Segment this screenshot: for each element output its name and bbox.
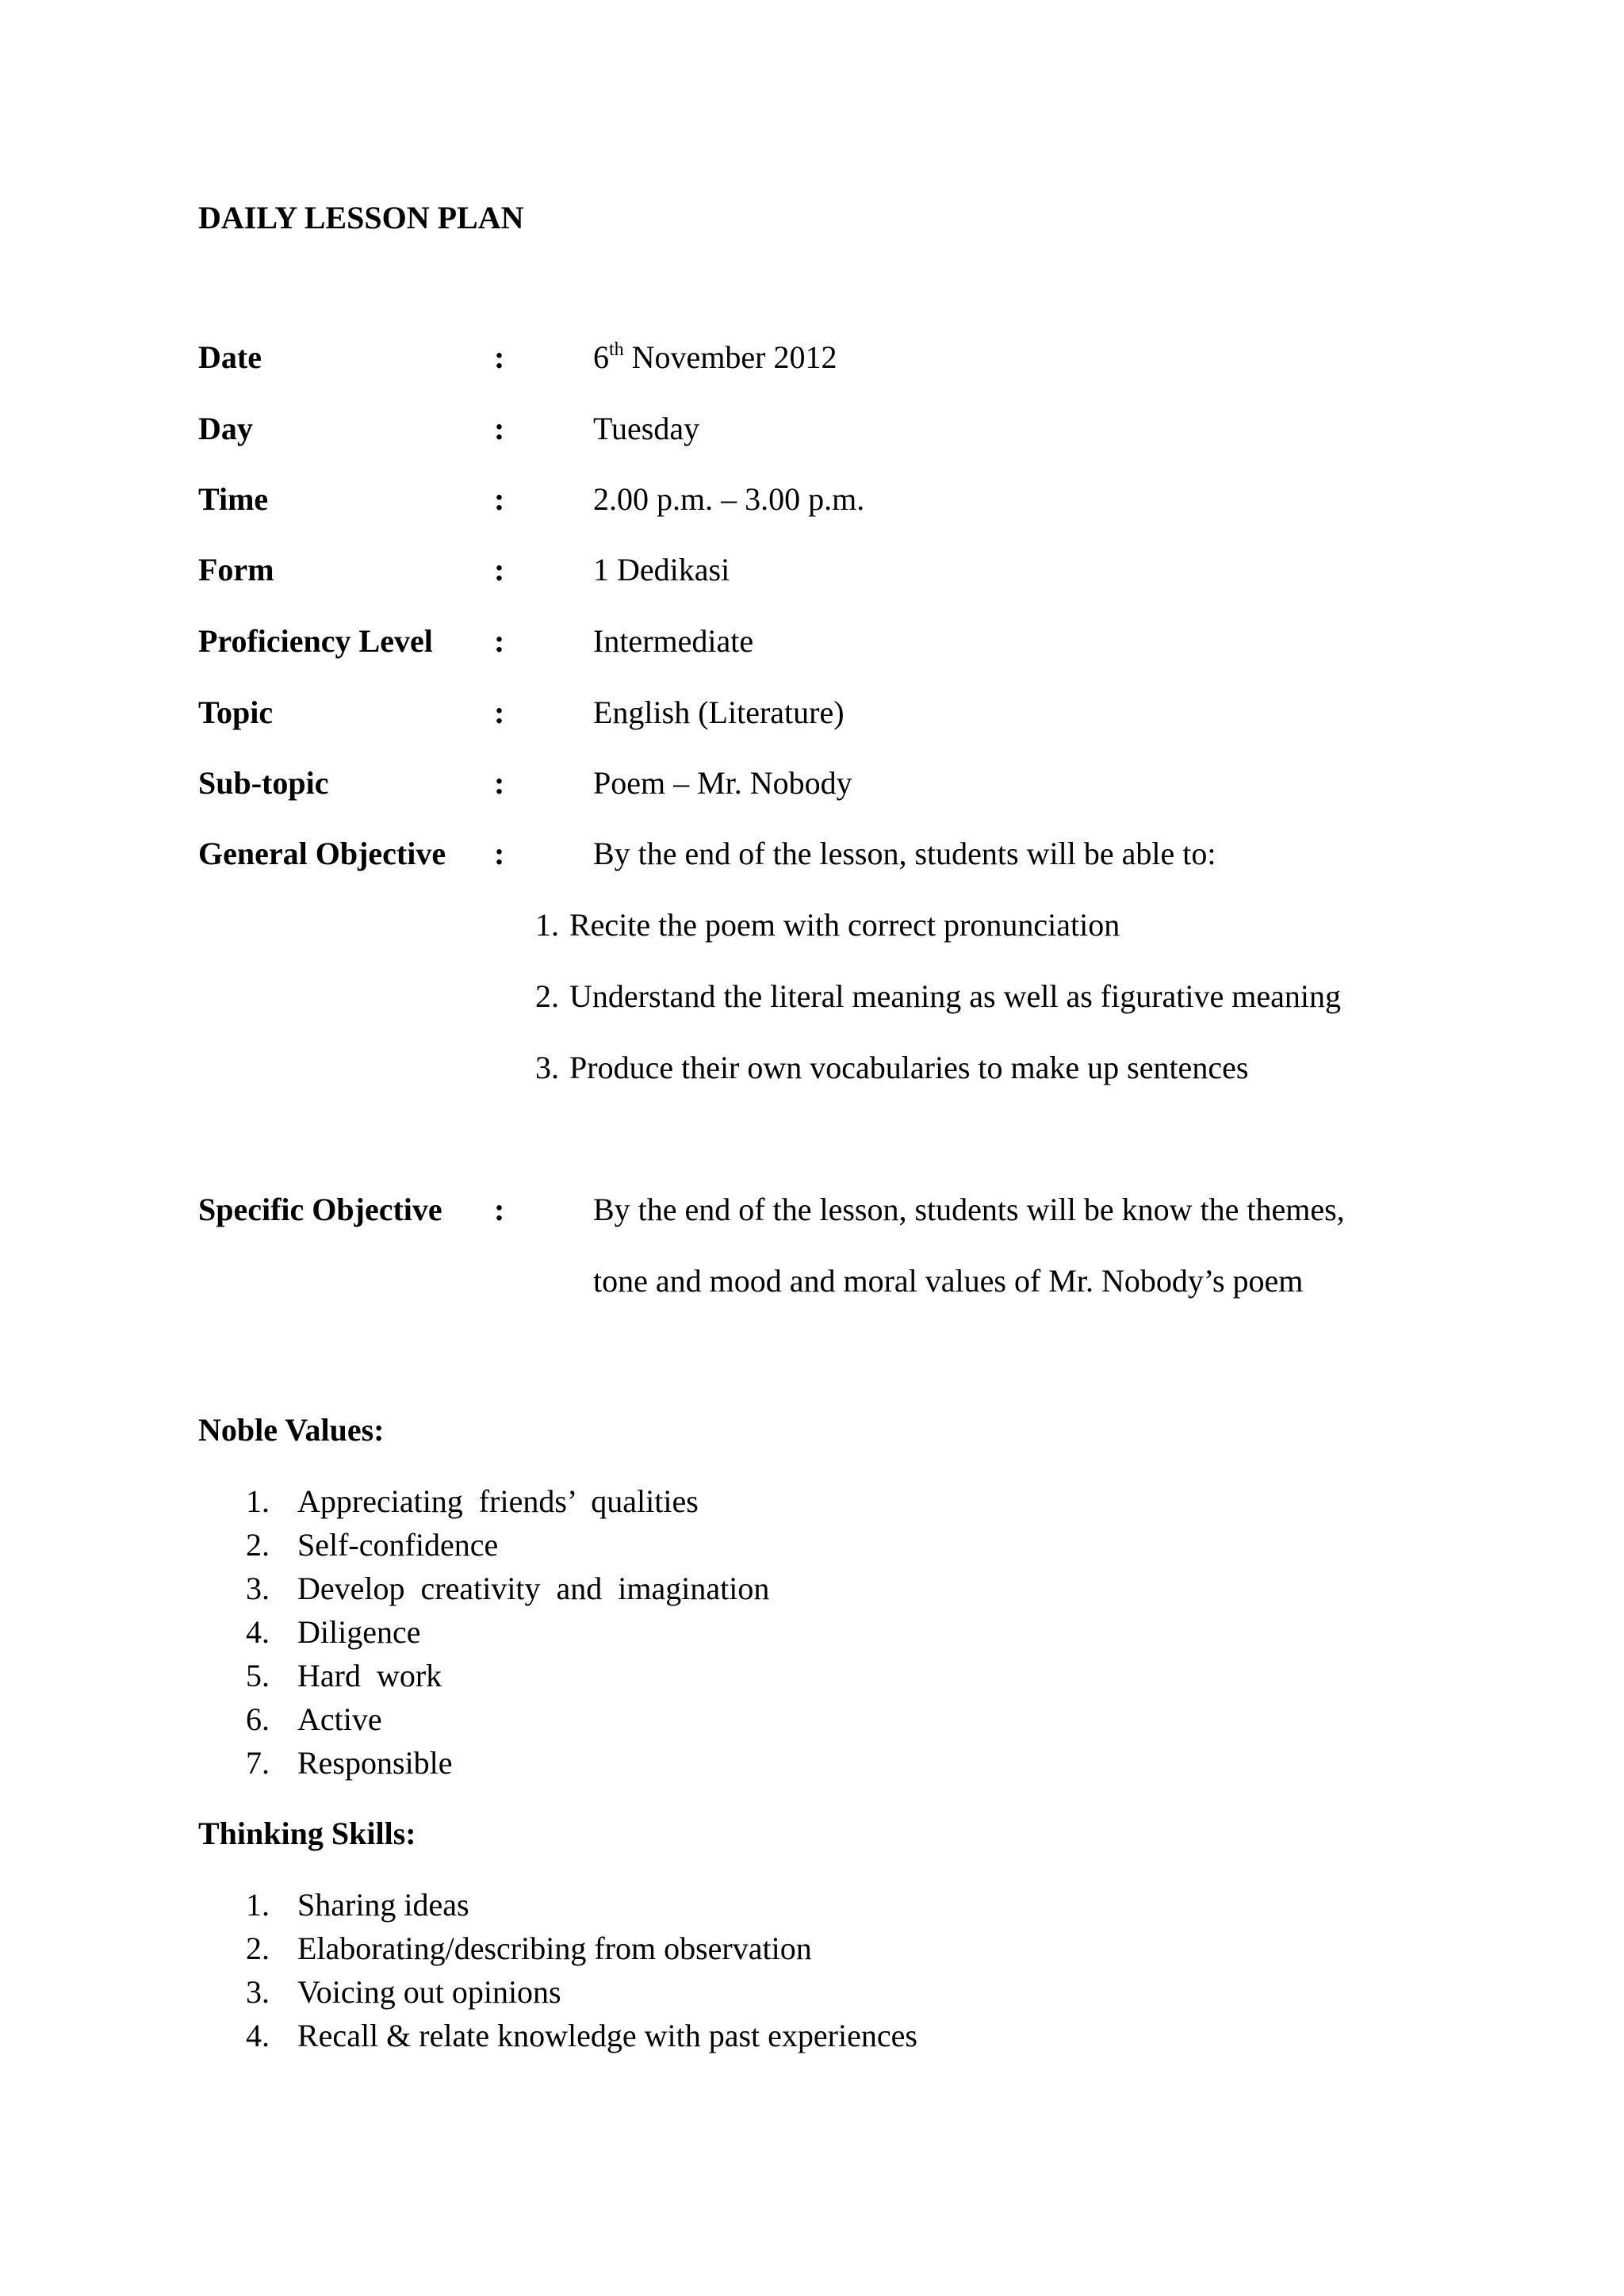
list-item [0,1927,1624,1971]
field-colon: : [494,481,505,517]
field-colon: : [494,339,505,375]
field-label-form: Form [198,552,274,587]
general-objective-item [535,1044,1248,1092]
objective-item-number: 1. [535,907,559,943]
field-label-topic: Topic [198,695,274,730]
field-value-date [593,334,837,381]
specific-objective-continuation: tone and mood and moral values of Mr. Nobody’s poem [593,1263,1304,1299]
field-value-subtopic: Poem – Mr. Nobody [593,765,852,801]
list-item-number: 4. [246,2018,270,2053]
objective-item-number: 3. [535,1050,559,1085]
list-item [0,1479,1624,1524]
general-objective-item [535,901,1120,949]
field-row-subtopic [0,760,1624,807]
field-colon: : [494,1192,505,1227]
list-item [0,1741,1624,1785]
field-row-day [0,405,1624,453]
field-value-day: Tuesday [593,411,700,446]
field-row-proficiency [0,618,1624,665]
list-item-text: Voicing out opinions [297,1974,561,2010]
list-item-number: 6. [246,1701,270,1737]
field-value-proficiency: Intermediate [593,623,754,659]
list-item [0,1567,1624,1611]
field-value-form: 1 Dedikasi [593,552,730,587]
noble-values-heading: Noble Values: [198,1412,385,1448]
list-item-text: Recall & relate knowledge with past experiences [297,2018,917,2053]
field-row-specific-objective [0,1186,1624,1234]
list-item-number: 2. [246,1527,270,1563]
objective-item-text: Understand the literal meaning as well as figurative meaning [569,978,1342,1014]
field-value-time: 2.00 p.m. – 3.00 p.m. [593,481,865,517]
list-item-text: Responsible [297,1745,453,1781]
field-value-general-objective: By the end of the lesson, students will be able to: [593,836,1216,871]
list-item-number: 5. [246,1658,270,1693]
date-month-year: November 2012 [623,339,837,375]
list-item [0,1970,1624,2015]
general-objective-item [535,973,1341,1020]
list-item-text: Sharing ideas [297,1887,469,1923]
field-colon: : [494,552,505,587]
field-colon: : [494,765,505,801]
list-item-number: 3. [246,1571,270,1606]
field-label-specific-objective: Specific Objective [198,1192,442,1227]
field-label-general-objective: General Objective [198,836,446,871]
list-item [0,1523,1624,1567]
list-item-text: Hard work [297,1658,442,1693]
list-item-text: Self-confidence [297,1527,499,1563]
date-day-number: 6 [593,339,609,375]
field-colon: : [494,623,505,659]
field-label-day: Day [198,411,253,446]
field-row-general-objective [0,830,1624,878]
objective-item-text: Produce their own vocabularies to make up sentences [569,1050,1249,1085]
list-item-text: Appreciating friends’ qualities [297,1483,699,1519]
list-item-number: 7. [246,1745,270,1781]
field-label-proficiency: Proficiency Level [198,623,433,659]
list-item [0,1654,1624,1698]
list-item [0,1883,1624,1927]
list-item-text: Active [297,1701,382,1737]
document-title: DAILY LESSON PLAN [198,200,524,235]
field-label-date: Date [198,339,262,375]
list-item-number: 1. [246,1483,270,1519]
list-item-number: 1. [246,1887,270,1923]
list-item-text: Elaborating/describing from observation [297,1931,812,1966]
objective-item-number: 2. [535,978,559,1014]
list-item-text: Diligence [297,1614,421,1650]
list-item [0,2014,1624,2058]
field-row-form [0,546,1624,594]
field-row-topic [0,689,1624,737]
objective-item-text: Recite the poem with correct pronunciation [569,907,1120,943]
field-label-subtopic: Sub-topic [198,765,329,801]
field-value-topic: English (Literature) [593,695,845,730]
field-row-time [0,476,1624,523]
field-row-date [0,334,1624,381]
field-value-specific-objective: By the end of the lesson, students will be know the themes, [593,1192,1345,1227]
list-item-number: 4. [246,1614,270,1650]
list-item-number: 2. [246,1931,270,1966]
list-item-text: Develop creativity and imagination [297,1571,770,1606]
list-item [0,1610,1624,1655]
list-item-number: 3. [246,1974,270,2010]
field-label-time: Time [198,481,269,517]
field-colon: : [494,836,505,871]
field-colon: : [494,411,505,446]
date-ordinal-suffix: th [609,339,624,360]
thinking-skills-heading: Thinking Skills: [198,1816,416,1851]
field-colon: : [494,695,505,730]
list-item [0,1697,1624,1742]
